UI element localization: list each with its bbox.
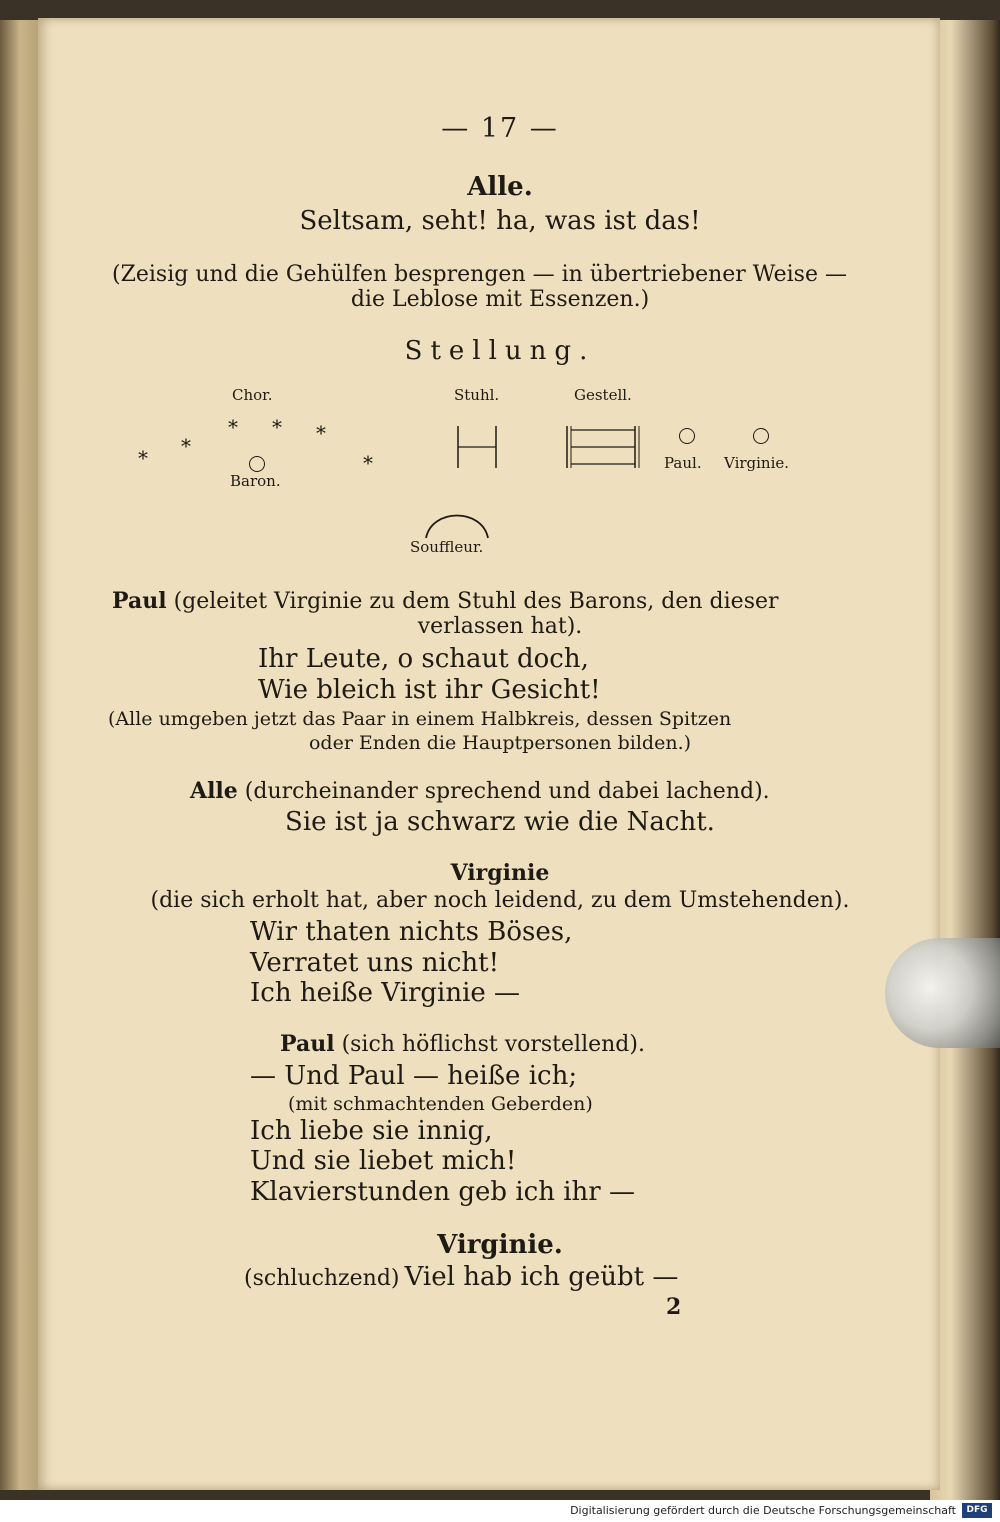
stage-direction: oder Enden die Hauptpersonen bilden.)	[308, 732, 692, 754]
dialogue-line: Ich heiße Virginie —	[250, 978, 521, 1008]
virginie-position-marker	[753, 428, 769, 444]
stage-direction: (durcheinander sprechend und dabei lachend).	[244, 779, 770, 804]
book-binding-left	[0, 20, 40, 1490]
signature-number: 2	[666, 1294, 682, 1320]
stage-direction: (Zeisig und die Gehülfen besprengen — in übertriebener Weise —	[112, 262, 847, 287]
speaker-alle-2: Alle	[190, 778, 238, 804]
stage-direction: (geleitet Virginie zu dem Stuhl des Barons, den dieser	[173, 589, 779, 614]
speaker-virginie-2: Virginie.	[437, 1230, 563, 1260]
dfg-logo: DFG	[962, 1503, 992, 1518]
stage-direction: (mit schmachtenden Geberden)	[288, 1093, 593, 1115]
dialogue-line: Viel hab ich geübt —	[404, 1262, 679, 1292]
stage-direction: (die sich erholt hat, aber noch leidend, zu dem Umstehenden).	[150, 888, 850, 913]
chorus-member-marker: *	[228, 415, 238, 439]
page-clip-holder	[885, 938, 1000, 1048]
dialogue-line-with-direction	[244, 1262, 678, 1292]
label-paul: Paul.	[664, 454, 702, 472]
stage-direction: verlassen hat).	[417, 614, 583, 639]
dialogue-line: Ihr Leute, o schaut doch,	[258, 644, 589, 674]
chorus-member-marker: *	[272, 415, 282, 439]
page-number: — 17 —	[441, 113, 559, 144]
stage-direction: die Leblose mit Essenzen.)	[350, 287, 650, 312]
speaker-virginie-1: Virginie	[450, 860, 550, 886]
footer-credit: Digitalisierung gefördert durch die Deutsche Forschungsgemeinschaft	[570, 1504, 956, 1517]
dialogue-line: Sie ist ja schwarz wie die Nacht.	[285, 807, 715, 837]
stage-direction-line	[190, 778, 770, 804]
dialogue-line: Seltsam, seht! ha, was ist das!	[299, 206, 701, 236]
dialogue-line: Wie bleich ist ihr Gesicht!	[258, 675, 601, 705]
speaker-alle-1: Alle.	[467, 172, 533, 202]
chorus-member-marker: *	[363, 451, 373, 475]
label-chor: Chor.	[232, 386, 273, 404]
chorus-member-marker: *	[316, 421, 326, 445]
chorus-member-marker: *	[181, 434, 191, 458]
prompter-box-symbol	[420, 506, 494, 540]
dialogue-line: Ich liebe sie innig,	[250, 1116, 493, 1146]
staging-heading: Stellung.	[404, 336, 596, 366]
paul-position-marker	[679, 428, 695, 444]
stage-direction-line	[280, 1031, 645, 1057]
dialogue-line: Und sie liebet mich!	[250, 1146, 517, 1176]
label-stuhl: Stuhl.	[454, 386, 500, 404]
label-gestell: Gestell.	[574, 386, 632, 404]
dialogue-line: — Und Paul — heiße ich;	[250, 1061, 578, 1091]
stage-direction-line	[112, 588, 779, 614]
footer-bar	[0, 1500, 1000, 1522]
dialogue-line: Verratet uns nicht!	[250, 948, 500, 978]
rack-symbol	[565, 424, 645, 470]
speaker-paul-1: Paul	[112, 588, 167, 614]
baron-position-marker	[249, 456, 265, 472]
chorus-member-marker: *	[138, 446, 148, 470]
label-virginie: Virginie.	[724, 454, 790, 472]
stage-direction: (sich höflichst vorstellend).	[341, 1032, 645, 1057]
label-baron: Baron.	[230, 472, 281, 490]
chair-symbol	[456, 424, 500, 470]
stage-direction: (schluchzend)	[244, 1266, 400, 1291]
stage-direction: (Alle umgeben jetzt das Paar in einem Halbkreis, dessen Spitzen	[108, 708, 732, 730]
label-souffleur: Souffleur.	[410, 538, 484, 556]
book-edge-right	[930, 20, 1000, 1500]
dialogue-line: Klavierstunden geb ich ihr —	[250, 1177, 635, 1207]
speaker-paul-2: Paul	[280, 1031, 335, 1057]
dialogue-line: Wir thaten nichts Böses,	[250, 917, 573, 947]
